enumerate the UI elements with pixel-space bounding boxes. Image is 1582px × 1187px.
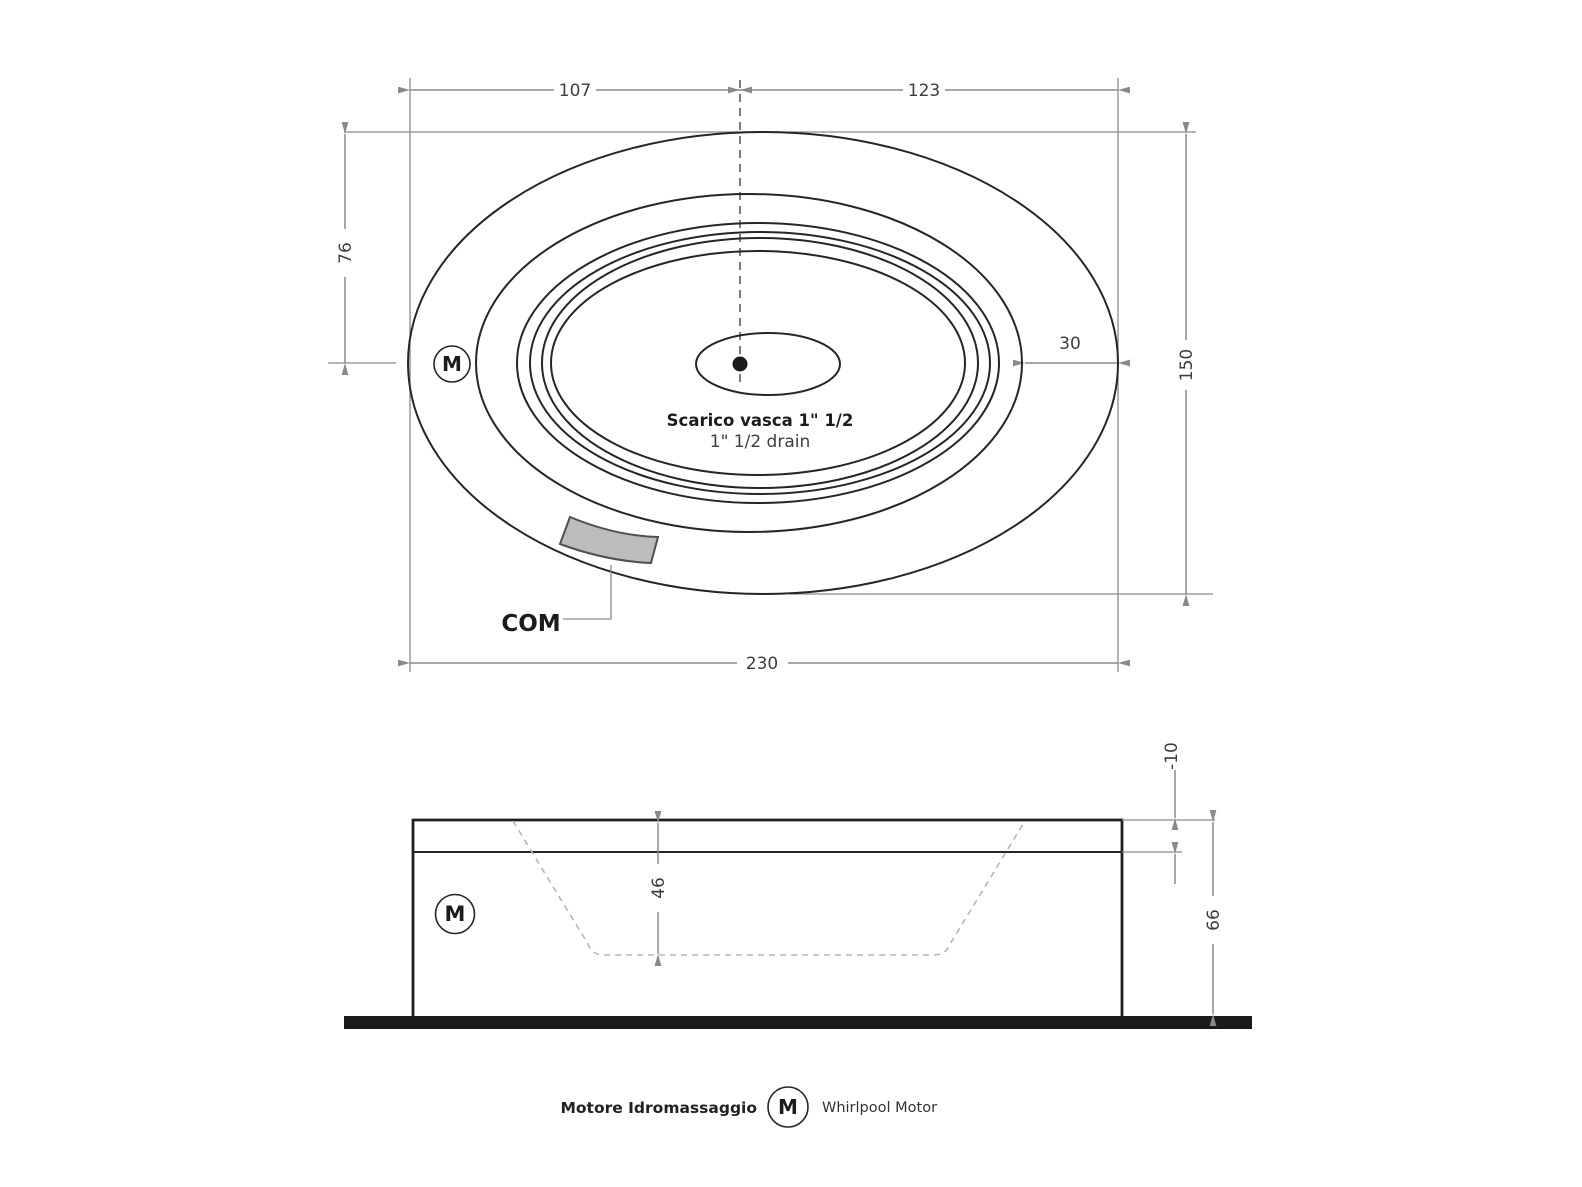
dim-66-label: 66 [1204,909,1224,931]
basin-hidden-profile [513,821,1025,955]
tub-body-outline [413,820,1122,1016]
dim-10-label: -10 [1162,742,1182,770]
tub-rim-inner-edge [476,194,1022,532]
dim-30-label: 30 [1059,334,1081,354]
dim-123-label: 123 [907,81,941,101]
control-panel-leader-line [563,565,611,619]
dim-107-label: 107 [558,81,592,101]
motor-symbol-letter-top: M [442,352,462,376]
tub-ledge-ring-2 [530,232,990,494]
floor-line [344,1016,1252,1029]
legend-label-english: Whirlpool Motor [822,1100,938,1116]
legend-label-italian: Motore Idromassaggio [560,1099,757,1117]
tub-ledge-ring-1 [517,223,999,503]
dim-230-label: 230 [745,654,779,674]
legend-motor-letter: M [778,1095,798,1119]
dim-150-label: 150 [1177,348,1197,382]
drain-point [733,357,748,372]
dim-76-label: 76 [336,242,356,264]
drain-label-italian: Scarico vasca 1" 1/2 [666,411,854,430]
dim-46-label: 46 [649,877,669,899]
motor-symbol-letter-side: M [444,902,466,926]
tub-outer-edge [408,132,1118,594]
drain-recess-outline [696,333,840,395]
control-panel-keypad [560,517,658,563]
control-panel-label: COM [501,611,561,637]
drain-label-english: 1" 1/2 drain [709,432,811,452]
